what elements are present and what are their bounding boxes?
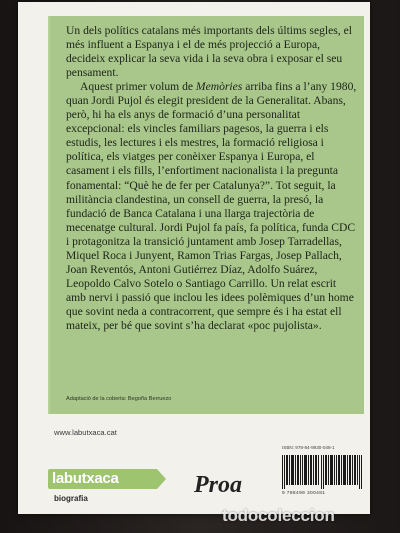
- labutxaca-logo: [48, 469, 157, 489]
- publisher-website: www.labutxaca.cat: [54, 428, 117, 437]
- isbn-block: [282, 445, 372, 505]
- labutxaca-logo-text: labutxaca: [52, 470, 119, 487]
- book-title-reference: Memòries: [195, 80, 243, 94]
- barcode-digits: 9 788499 300481: [282, 491, 326, 496]
- cover-credit: Adaptació de la coberta: Begoña Berruezo: [66, 396, 172, 402]
- barcode-icon: [282, 455, 368, 489]
- blurb-text: [66, 24, 358, 333]
- blurb-paragraph-2-rest: arriba fins a l’any 1980, quan Jordi Pujol és elegit president de la Generalitat. Abans, però, hi ha els anys de formació d’una personalitat excepcional: els vincles familiars pagesos, la guerra i els estudis, les lectures i els mestres, la formació religiosa i política, els viatges per conèixer Espanya i Europa, el casament i els fills, l’enfortiment nacionalista i la pregunta fonamental: “Què he de fer per Catalunya?”. Tot seguit, la militància clandestina, un consell de guerra, la presó, la fundació de Banca Catalana i una llarga trajectòria de mecenatge cultural. Jordi Pujol fa país, fa política, funda CDC i protagonitza la transició juntament amb Josep Tarradellas, Miquel Roca i Junyent, Ramon Trias Fargas, Josep Pallach, Joan Reventós, Antoni Gutiérrez Díaz, Adolfo Suárez, Leopoldo Calvo Sotelo o Santiago Carrillo. Un relat escrit amb nervi i passió que inclou les idees polèmiques d’un home que sovint neda a contracorrent, que sempre és i ha estat ell mateix, per bé que sovint s’ha declarat «poc pujolista».: [66, 80, 357, 332]
- blurb-paragraph-2: [66, 80, 358, 333]
- isbn-label: ISBN: 978-84-9930-048-1: [282, 445, 335, 450]
- blurb-panel: [48, 16, 364, 414]
- todocoleccion-watermark: todocoleccion: [222, 506, 335, 525]
- collection-label: biografia: [54, 494, 88, 503]
- book-back-cover: [18, 2, 370, 514]
- blurb-paragraph-2-start: Aquest primer volum de: [80, 80, 196, 94]
- proa-logo: Proa: [194, 472, 242, 498]
- blurb-paragraph-1: Un dels polítics catalans més importants dels últims segles, el més influent a Espanya i el de més projecció a Europa, decideix explicar la seva vida i la seva obra i exposar el seu pensament.: [66, 24, 352, 80]
